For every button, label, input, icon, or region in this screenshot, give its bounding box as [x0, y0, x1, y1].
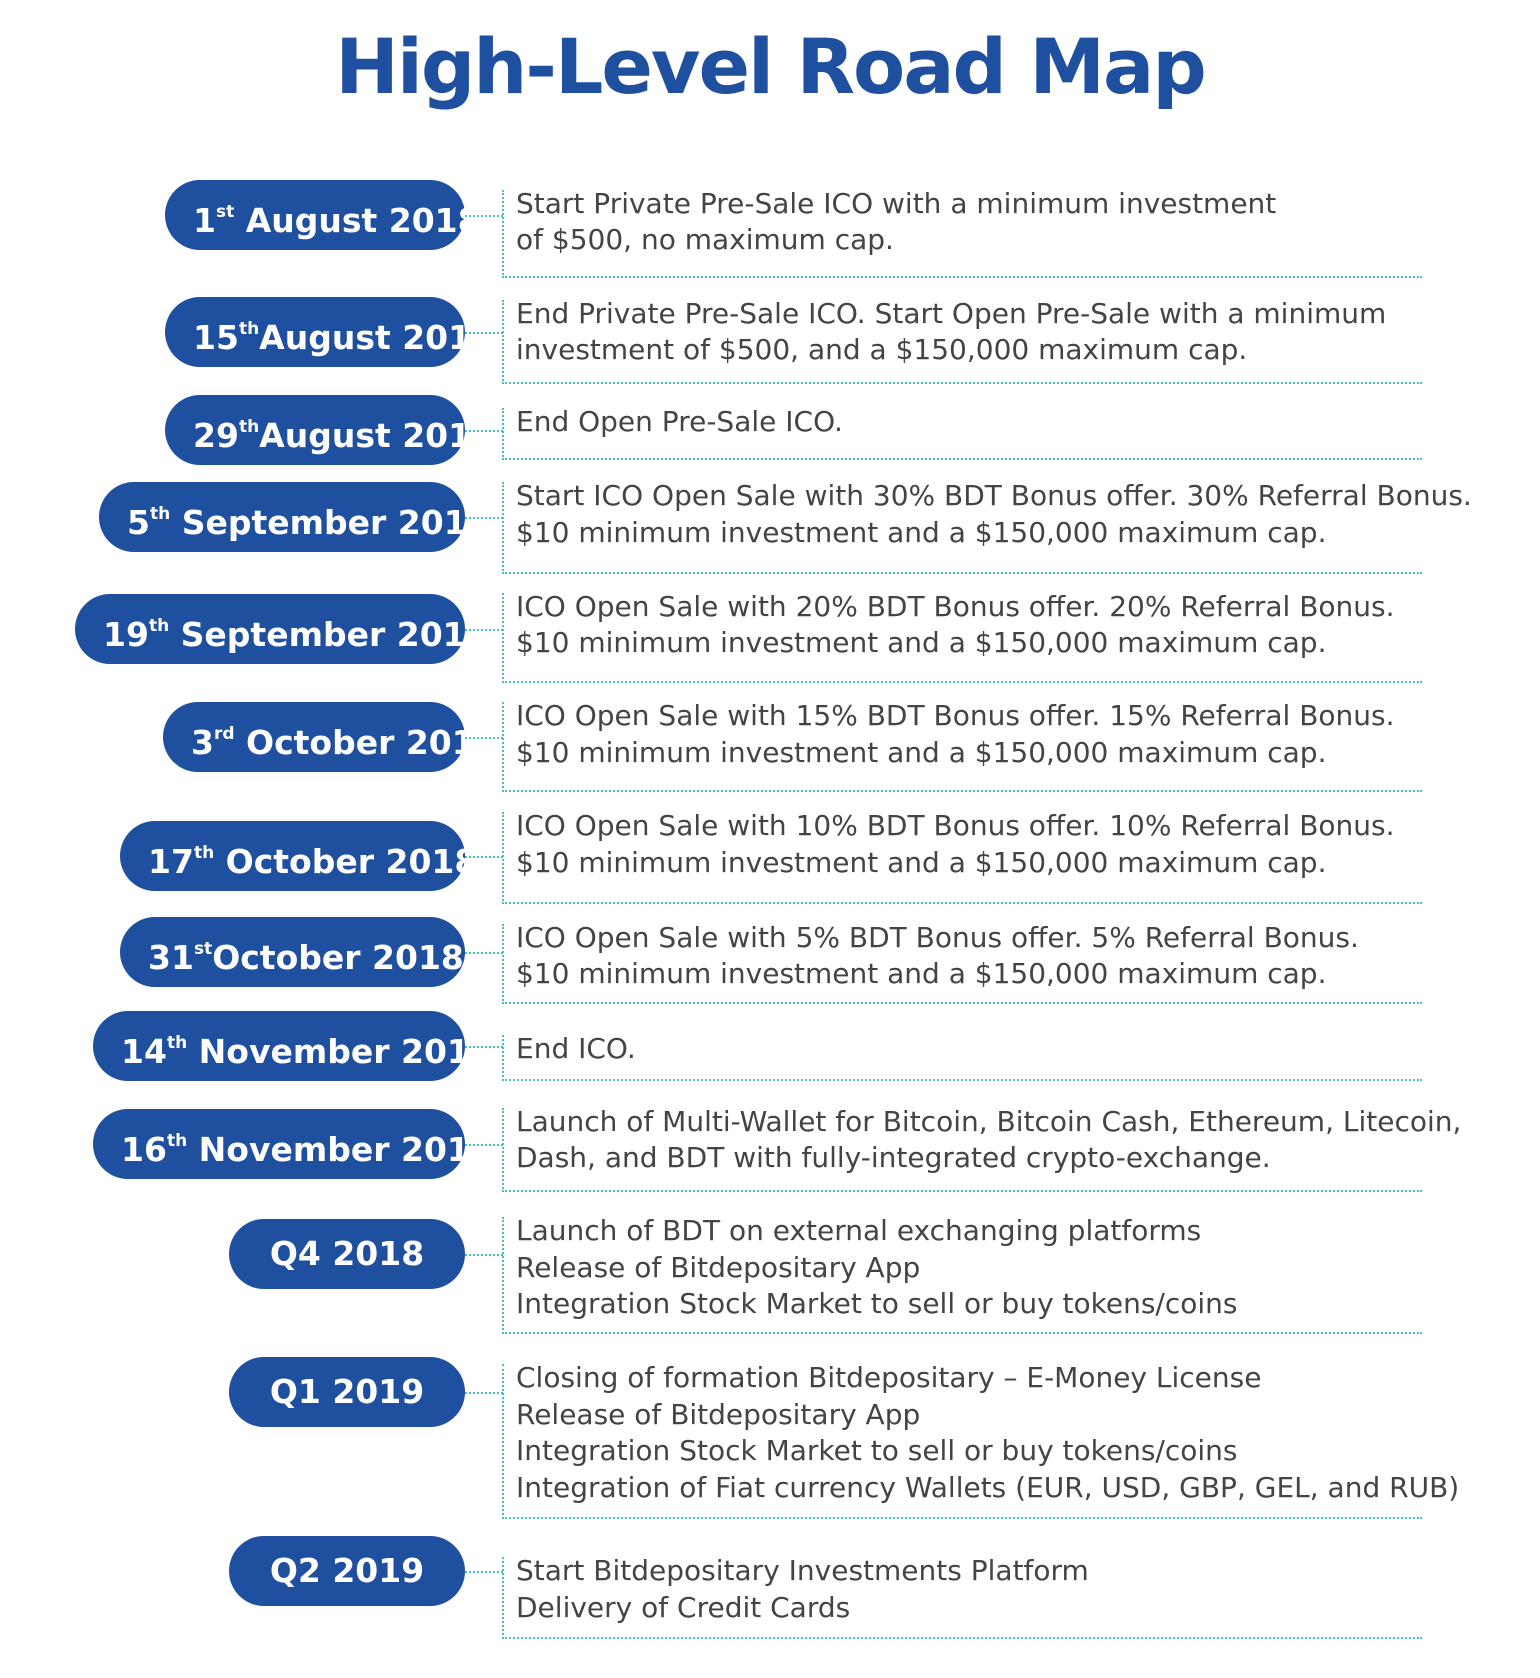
- milestone-description: [502, 187, 1422, 278]
- milestone-description-line: Launch of BDT on external exchanging platforms: [516, 1214, 1202, 1247]
- milestone-description-line: of $500, no maximum cap.: [516, 223, 894, 256]
- milestone-month-year: October 2018: [234, 723, 498, 762]
- milestone-description-line: ICO Open Sale with 20% BDT Bonus offer. 20% Referral Bonus.: [516, 590, 1395, 623]
- milestone-description-line: Release of Bitdepositary App: [516, 1251, 921, 1284]
- milestone-description-line: $10 minimum investment and a $150,000 maximum cap.: [516, 736, 1327, 769]
- milestone-description-line: Start Bitdepositary Investments Platform: [516, 1554, 1089, 1587]
- milestone-description: [502, 479, 1472, 574]
- milestone-connector: [465, 1254, 503, 1256]
- milestone-description-line: End Open Pre-Sale ICO.: [516, 405, 843, 438]
- milestone-connector: [465, 517, 503, 519]
- milestone-day: 19: [103, 615, 149, 654]
- milestone-connector: [465, 1392, 503, 1394]
- milestone-month-year: November 2018: [187, 1130, 493, 1169]
- milestone-description-line: $10 minimum investment and a $150,000 maximum cap.: [516, 626, 1327, 659]
- milestone-day-suffix: th: [148, 616, 170, 636]
- milestone-description: [502, 921, 1422, 1004]
- milestone-date: [120, 917, 465, 987]
- milestone-month-year: August 2018: [259, 416, 495, 455]
- milestone-day: 31: [148, 938, 194, 977]
- milestone-day-suffix: rd: [213, 724, 235, 744]
- milestone-date: [229, 1219, 465, 1289]
- milestone-description: [502, 590, 1422, 683]
- milestone-description: [502, 405, 1422, 460]
- milestone-date: [165, 180, 481, 250]
- milestone-date: [229, 1536, 465, 1606]
- milestone-description-line: Dash, and BDT with fully-integrated crypto-exchange.: [516, 1141, 1271, 1174]
- milestone-description: [502, 1214, 1422, 1334]
- milestone-description-line: Closing of formation Bitdepositary – E-Money License: [516, 1361, 1262, 1394]
- milestone-description-line: Integration Stock Market to sell or buy tokens/coins: [516, 1287, 1238, 1320]
- milestone-date: [165, 297, 495, 367]
- milestone-connector: [465, 332, 503, 334]
- milestone-day-suffix: th: [166, 1131, 188, 1151]
- milestone-description-line: Launch of Multi-Wallet for Bitcoin, Bitcoin Cash, Ethereum, Litecoin,: [516, 1105, 1462, 1138]
- milestone-day-suffix: th: [193, 843, 215, 863]
- milestone-month-year: August 2018: [234, 201, 481, 240]
- milestone-description-line: Integration Stock Market to sell or buy tokens/coins: [516, 1434, 1238, 1467]
- milestone-connector: [465, 629, 503, 631]
- milestone-day: Q4 2018: [269, 1234, 425, 1273]
- milestone-month-year: August 2018: [259, 318, 495, 357]
- milestone-description: [502, 1105, 1462, 1192]
- milestone-day: Q2 2019: [269, 1551, 425, 1590]
- milestone-date: [163, 702, 498, 772]
- milestone-connector: [465, 215, 503, 217]
- milestone-connector: [465, 1144, 503, 1146]
- milestone-description-line: $10 minimum investment and a $150,000 maximum cap.: [516, 957, 1327, 990]
- milestone-day: 5: [127, 503, 150, 542]
- milestone-month-year: September 2018: [170, 503, 490, 542]
- milestone-day-suffix: st: [215, 202, 235, 222]
- milestone-connector: [465, 1571, 503, 1573]
- milestone-day: 14: [121, 1032, 167, 1071]
- milestone-day: 1: [193, 201, 216, 240]
- milestone-description: [502, 1361, 1460, 1519]
- milestone-description-line: Release of Bitdepositary App: [516, 1398, 921, 1431]
- milestone-day: 16: [121, 1130, 167, 1169]
- milestone-description-line: Delivery of Credit Cards: [516, 1591, 851, 1624]
- milestone-description: [502, 1032, 1422, 1081]
- milestone-description-line: ICO Open Sale with 15% BDT Bonus offer. 15% Referral Bonus.: [516, 699, 1395, 732]
- milestone-date: [93, 1011, 493, 1081]
- milestone-date: [165, 395, 495, 465]
- milestone-date: [229, 1357, 465, 1427]
- milestone-description-line: End Private Pre-Sale ICO. Start Open Pre-Sale with a minimum: [516, 297, 1387, 330]
- milestone-month-year: September 2018: [169, 615, 489, 654]
- milestone-date: [93, 1109, 493, 1179]
- milestone-date: [120, 821, 478, 891]
- milestone-day-suffix: th: [149, 504, 171, 524]
- milestone-day: 17: [148, 842, 194, 881]
- milestone-description: [502, 809, 1422, 904]
- milestone-month-year: October 2018: [214, 842, 478, 881]
- milestone-date: [99, 482, 490, 552]
- milestone-description-line: $10 minimum investment and a $150,000 maximum cap.: [516, 846, 1327, 879]
- milestone-connector: [465, 952, 503, 954]
- milestone-description-line: Start ICO Open Sale with 30% BDT Bonus offer. 30% Referral Bonus.: [516, 479, 1472, 512]
- milestone-date: [75, 594, 489, 664]
- milestone-day: 29: [193, 416, 239, 455]
- milestone-day: 3: [191, 723, 214, 762]
- milestone-month-year: October 2018: [212, 938, 464, 977]
- milestone-connector: [465, 737, 503, 739]
- milestone-description: [502, 1554, 1422, 1639]
- milestone-day-suffix: th: [166, 1033, 188, 1053]
- milestone-description: [502, 297, 1422, 384]
- milestone-day-suffix: st: [193, 939, 213, 959]
- milestone-day-suffix: th: [238, 319, 260, 339]
- page-title: High-Level Road Map: [335, 22, 1205, 111]
- milestone-month-year: November 2018: [187, 1032, 493, 1071]
- milestone-description-line: Start Private Pre-Sale ICO with a minimum investment: [516, 187, 1277, 220]
- milestone-day: Q1 2019: [269, 1372, 425, 1411]
- milestone-description: [502, 699, 1422, 792]
- milestone-description-line: ICO Open Sale with 5% BDT Bonus offer. 5% Referral Bonus.: [516, 921, 1359, 954]
- milestone-description-line: ICO Open Sale with 10% BDT Bonus offer. 10% Referral Bonus.: [516, 809, 1395, 842]
- milestone-day: 15: [193, 318, 239, 357]
- milestone-description-line: $10 minimum investment and a $150,000 maximum cap.: [516, 516, 1327, 549]
- milestone-description-line: End ICO.: [516, 1032, 636, 1065]
- milestone-day-suffix: th: [238, 417, 260, 437]
- milestone-description-line: investment of $500, and a $150,000 maximum cap.: [516, 333, 1248, 366]
- milestone-connector: [465, 430, 503, 432]
- milestone-connector: [465, 1046, 503, 1048]
- milestone-description-line: Integration of Fiat currency Wallets (EUR, USD, GBP, GEL, and RUB): [516, 1471, 1460, 1504]
- milestone-connector: [465, 856, 503, 858]
